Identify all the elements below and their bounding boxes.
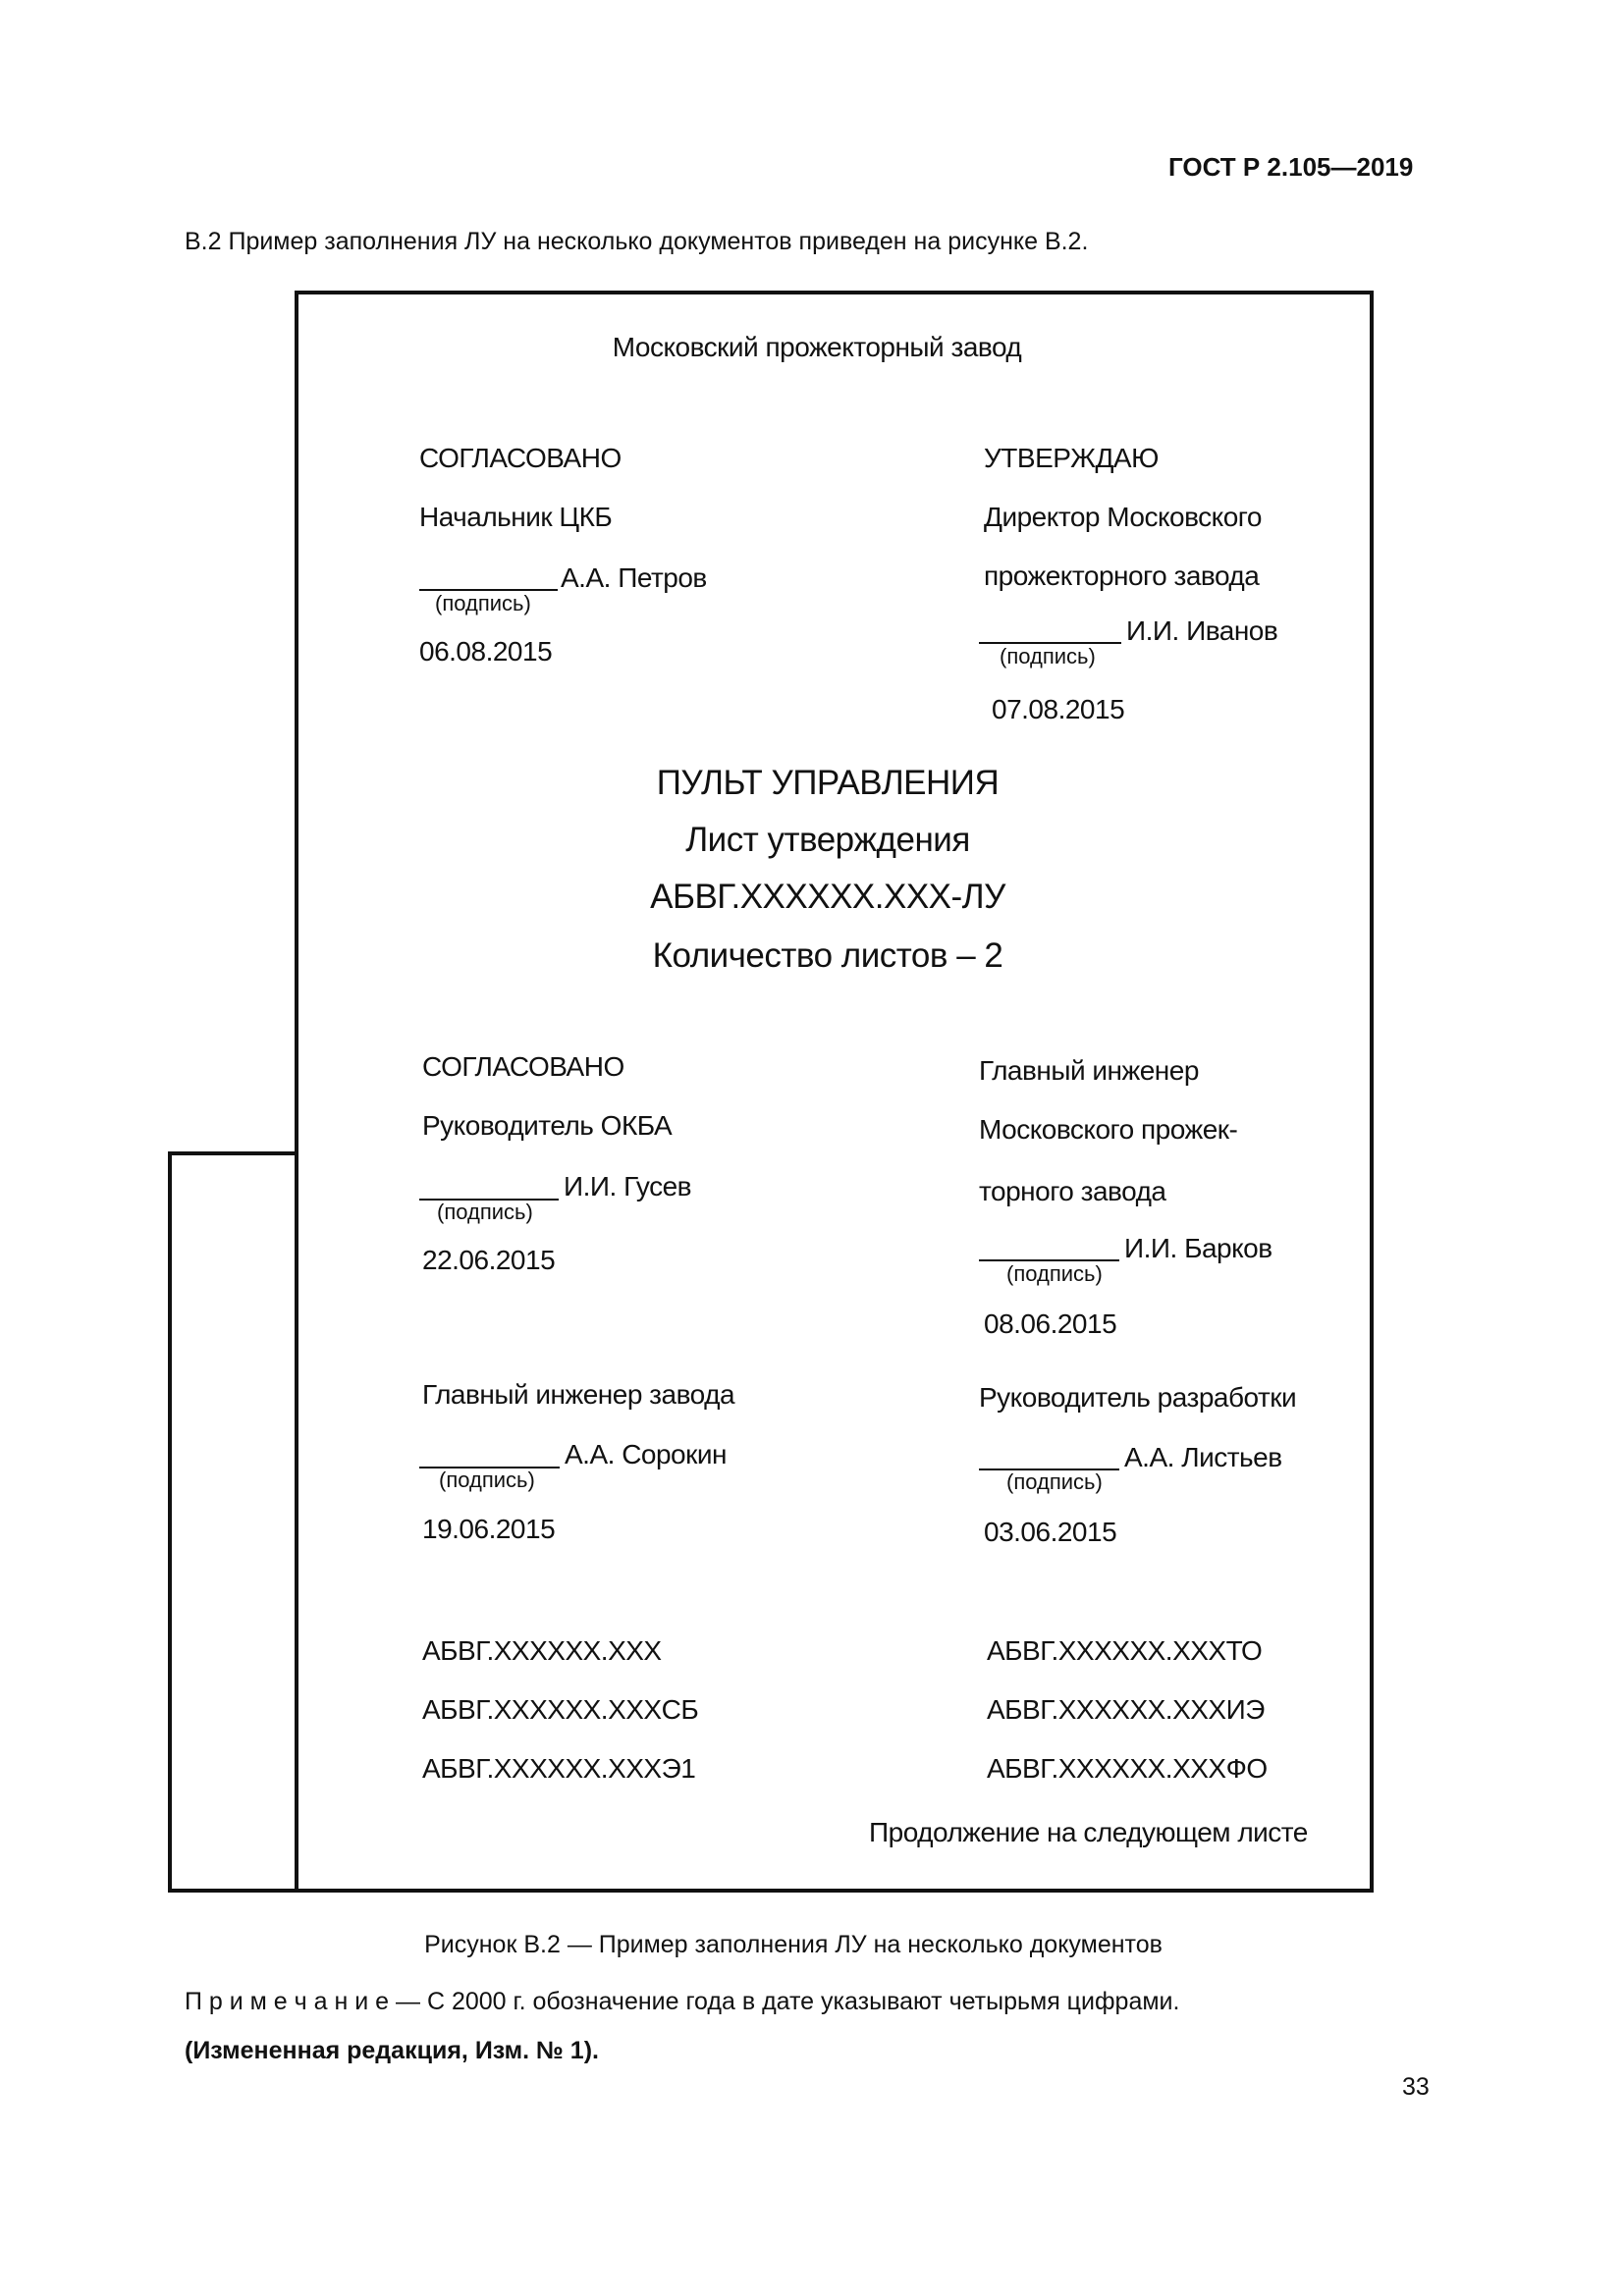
- development-lead-position: Руководитель разработки: [979, 1382, 1297, 1413]
- approve-date: 07.08.2015: [992, 694, 1125, 724]
- doc-designation: АБВГ.XXXXXX.XXXФО: [987, 1753, 1268, 1784]
- standard-designation: ГОСТ Р 2.105—2019: [1168, 152, 1414, 182]
- doc-designation: АБВГ.XXXXXX.XXXЭ1: [422, 1753, 696, 1784]
- plant-chief-engineer-position: Главный инженер завода: [422, 1379, 735, 1410]
- development-lead-date: 03.06.2015: [984, 1517, 1117, 1547]
- agreed-name: А.А. Петров: [561, 562, 707, 593]
- note-paragraph: [185, 1988, 1179, 2016]
- signature-caption: (подпись): [439, 1468, 535, 1492]
- chief-engineer-position-line3: торного завода: [979, 1176, 1166, 1206]
- continuation-note: Продолжение на следующем листе: [869, 1817, 1308, 1847]
- binding-margin-frame: [168, 1151, 298, 1893]
- revision-note: (Измененная редакция, Изм. № 1).: [185, 2037, 599, 2064]
- intro-paragraph: В.2 Пример заполнения ЛУ на несколько документов приведен на рисунке В.2.: [185, 228, 1089, 255]
- chief-engineer-date: 08.06.2015: [984, 1308, 1117, 1339]
- doc-designation: АБВГ.XXXXXX.XXXТО: [987, 1635, 1263, 1666]
- sheet-count: Количество листов – 2: [652, 936, 1003, 975]
- agreed-date: 06.08.2015: [419, 636, 553, 667]
- agreed-heading: СОГЛАСОВАНО: [419, 443, 622, 473]
- signature-caption: (подпись): [437, 1200, 533, 1224]
- doc-designation: АБВГ.XXXXXX.XXX: [422, 1635, 662, 1666]
- chief-engineer-position-line2: Московского прожек-: [979, 1114, 1238, 1145]
- okba-head-position: Руководитель ОКБА: [422, 1110, 673, 1141]
- note-label: П р и м е ч а н и е: [185, 1988, 390, 2015]
- okba-head-date: 22.06.2015: [422, 1245, 556, 1275]
- plant-chief-engineer-date: 19.06.2015: [422, 1514, 556, 1544]
- figure-caption: Рисунок В.2 — Пример заполнения ЛУ на несколько документов: [424, 1931, 1163, 1958]
- okba-head-name: И.И. Гусев: [564, 1171, 692, 1201]
- signature-caption: (подпись): [1006, 1469, 1103, 1494]
- page-number: 33: [1402, 2073, 1430, 2101]
- plant-chief-engineer-name: А.А. Сорокин: [565, 1439, 727, 1469]
- chief-engineer-position-line1: Главный инженер: [979, 1055, 1199, 1086]
- development-lead-name: А.А. Листьев: [1124, 1442, 1282, 1472]
- approve-position-line1: Директор Московского: [984, 502, 1262, 532]
- chief-engineer-name: И.И. Барков: [1124, 1233, 1272, 1263]
- signature-caption: (подпись): [1006, 1261, 1103, 1286]
- agreed-position: Начальник ЦКБ: [419, 502, 613, 532]
- approve-position-line2: прожекторного завода: [984, 561, 1260, 591]
- approve-name: И.И. Иванов: [1126, 615, 1278, 646]
- document-title: ПУЛЬТ УПРАВЛЕНИЯ: [656, 764, 1000, 802]
- doc-designation: АБВГ.XXXXXX.XXXСБ: [422, 1694, 699, 1725]
- approve-heading: УТВЕРЖДАЮ: [984, 443, 1159, 473]
- doc-designation: АБВГ.XXXXXX.XXXИЭ: [987, 1694, 1265, 1725]
- document-code: АБВГ.XXXXXX.XXX-ЛУ: [650, 878, 1005, 916]
- note-text: — С 2000 г. обозначение года в дате указывают четырьмя цифрами.: [389, 1988, 1180, 2015]
- signature-caption: (подпись): [435, 591, 531, 615]
- agreed-heading-2: СОГЛАСОВАНО: [422, 1051, 624, 1082]
- signature-caption: (подпись): [1000, 644, 1096, 668]
- document-type: Лист утверждения: [685, 821, 970, 859]
- organization-name: Московский прожекторный завод: [612, 332, 1022, 362]
